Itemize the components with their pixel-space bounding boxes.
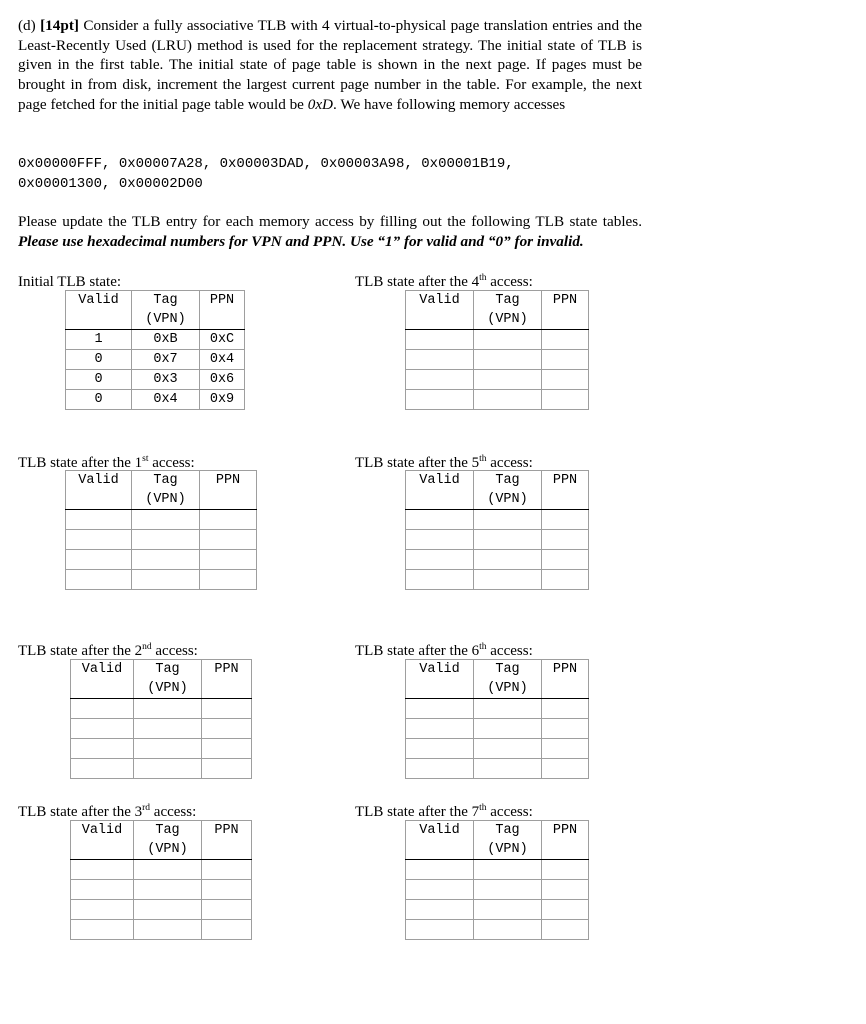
ppn-header: PPN xyxy=(542,660,589,699)
valid-input-cell[interactable] xyxy=(71,699,134,719)
tlb-state-3-table xyxy=(70,820,252,940)
table-row xyxy=(406,530,589,550)
table-row xyxy=(406,370,589,390)
tag-input-cell[interactable] xyxy=(474,699,542,719)
ppn-input-cell[interactable] xyxy=(202,719,252,739)
ppn-input-cell[interactable] xyxy=(202,759,252,779)
tag-header: Tag (VPN) xyxy=(132,471,200,510)
table-row xyxy=(71,759,252,779)
tlb-state-4-table xyxy=(405,290,589,410)
ppn-input-cell[interactable] xyxy=(542,370,589,390)
question-label: (d) xyxy=(18,17,36,34)
ppn-cell: 0x4 xyxy=(200,350,245,370)
tag-header: Tag (VPN) xyxy=(132,291,200,330)
table-row xyxy=(66,330,245,350)
tag-input-cell[interactable] xyxy=(132,510,200,530)
tag-input-cell[interactable] xyxy=(132,550,200,570)
valid-header: Valid xyxy=(406,471,474,510)
table-row xyxy=(406,719,589,739)
table-row xyxy=(406,920,589,940)
ppn-input-cell[interactable] xyxy=(542,570,589,590)
table-row xyxy=(406,510,589,530)
ppn-header: PPN xyxy=(200,291,245,330)
table-header-row xyxy=(66,291,245,330)
tag-input-cell[interactable] xyxy=(474,570,542,590)
valid-input-cell[interactable] xyxy=(71,739,134,759)
question-text xyxy=(18,16,642,115)
table-row xyxy=(66,570,257,590)
table-row xyxy=(406,350,589,370)
valid-input-cell[interactable] xyxy=(71,880,134,900)
tag-input-cell[interactable] xyxy=(134,719,202,739)
table-row xyxy=(71,699,252,719)
ppn-input-cell[interactable] xyxy=(542,739,589,759)
table-row xyxy=(66,530,257,550)
ppn-input-cell[interactable] xyxy=(202,920,252,940)
ppn-input-cell[interactable] xyxy=(202,699,252,719)
ppn-cell: 0xC xyxy=(200,330,245,350)
table-row xyxy=(71,739,252,759)
valid-input-cell[interactable] xyxy=(71,860,134,880)
valid-input-cell[interactable] xyxy=(406,570,474,590)
ppn-header: PPN xyxy=(542,821,589,860)
table-row xyxy=(406,390,589,410)
access-list-line-2: 0x00001300, 0x00002D00 xyxy=(18,176,203,192)
table-row xyxy=(406,880,589,900)
tag-cell: 0x3 xyxy=(132,370,200,390)
table-header-row xyxy=(71,821,252,860)
tag-input-cell[interactable] xyxy=(132,530,200,550)
valid-input-cell[interactable] xyxy=(66,510,132,530)
tag-input-cell[interactable] xyxy=(474,330,542,350)
tag-input-cell[interactable] xyxy=(474,739,542,759)
ppn-cell: 0x9 xyxy=(200,390,245,410)
tag-cell: 0xB xyxy=(132,330,200,350)
question-body-end: . We have following memory accesses xyxy=(333,95,566,113)
tag-input-cell[interactable] xyxy=(134,759,202,779)
table-row xyxy=(406,739,589,759)
valid-input-cell[interactable] xyxy=(71,900,134,920)
ppn-input-cell[interactable] xyxy=(542,350,589,370)
ppn-input-cell[interactable] xyxy=(542,530,589,550)
valid-input-cell[interactable] xyxy=(406,900,474,920)
valid-input-cell[interactable] xyxy=(406,530,474,550)
instructions xyxy=(18,212,642,251)
table-row xyxy=(406,570,589,590)
example-page: 0xD xyxy=(307,95,334,113)
valid-input-cell[interactable] xyxy=(406,390,474,410)
ppn-input-cell[interactable] xyxy=(202,880,252,900)
tag-input-cell[interactable] xyxy=(474,759,542,779)
table-row xyxy=(71,860,252,880)
table-header-row xyxy=(406,821,589,860)
table-row xyxy=(406,699,589,719)
valid-header: Valid xyxy=(406,821,474,860)
table-row xyxy=(71,880,252,900)
table-row xyxy=(66,390,245,410)
valid-input-cell[interactable] xyxy=(406,699,474,719)
instructions-text: Please update the TLB entry for each memory access by filling out the following TLB state tables. xyxy=(18,213,642,230)
ppn-input-cell[interactable] xyxy=(542,860,589,880)
valid-input-cell[interactable] xyxy=(406,920,474,940)
valid-input-cell[interactable] xyxy=(406,350,474,370)
tag-input-cell[interactable] xyxy=(134,900,202,920)
valid-input-cell[interactable] xyxy=(406,330,474,350)
tag-input-cell[interactable] xyxy=(474,370,542,390)
valid-header: Valid xyxy=(66,471,132,510)
valid-header: Valid xyxy=(406,660,474,699)
ppn-header: PPN xyxy=(202,660,252,699)
tag-header: Tag (VPN) xyxy=(474,660,542,699)
tag-header: Tag (VPN) xyxy=(134,660,202,699)
ppn-header: PPN xyxy=(202,821,252,860)
tag-header: Tag (VPN) xyxy=(134,821,202,860)
table-row xyxy=(66,550,257,570)
valid-input-cell[interactable] xyxy=(71,759,134,779)
table-row xyxy=(66,510,257,530)
tag-input-cell[interactable] xyxy=(134,739,202,759)
tag-input-cell[interactable] xyxy=(474,510,542,530)
tlb-state-5-caption: TLB state after the 5th access: xyxy=(355,454,533,471)
ppn-header: PPN xyxy=(542,471,589,510)
tag-input-cell[interactable] xyxy=(132,570,200,590)
ppn-input-cell[interactable] xyxy=(200,530,257,550)
table-header-row xyxy=(406,471,589,510)
table-row xyxy=(71,719,252,739)
table-row xyxy=(406,550,589,570)
table-row xyxy=(406,860,589,880)
tag-input-cell[interactable] xyxy=(474,860,542,880)
tlb-state-6-table xyxy=(405,659,589,779)
tag-input-cell[interactable] xyxy=(474,900,542,920)
valid-cell: 0 xyxy=(66,390,132,410)
tlb-state-4-caption: TLB state after the 4th access: xyxy=(355,273,533,290)
valid-header: Valid xyxy=(71,821,134,860)
tag-input-cell[interactable] xyxy=(474,350,542,370)
valid-input-cell[interactable] xyxy=(66,570,132,590)
ppn-input-cell[interactable] xyxy=(200,550,257,570)
tag-input-cell[interactable] xyxy=(134,880,202,900)
tag-header: Tag (VPN) xyxy=(474,291,542,330)
ppn-input-cell[interactable] xyxy=(542,330,589,350)
question-points: [14pt] xyxy=(40,17,79,34)
table-row xyxy=(66,370,245,390)
tag-input-cell[interactable] xyxy=(474,530,542,550)
tlb-state-7-caption: TLB state after the 7th access: xyxy=(355,803,533,820)
tlb-state-6-caption: TLB state after the 6th access: xyxy=(355,642,533,659)
ppn-input-cell[interactable] xyxy=(202,860,252,880)
initial-tlb-caption: Initial TLB state: xyxy=(18,274,122,290)
valid-input-cell[interactable] xyxy=(406,719,474,739)
tag-header: Tag (VPN) xyxy=(474,471,542,510)
table-row xyxy=(71,920,252,940)
valid-cell: 1 xyxy=(66,330,132,350)
valid-header: Valid xyxy=(406,291,474,330)
tlb-state-1-caption: TLB state after the 1st access: xyxy=(18,454,195,471)
ppn-input-cell[interactable] xyxy=(542,390,589,410)
table-row xyxy=(71,900,252,920)
question-body: Consider a fully associative TLB with 4 virtual-to-physical page translation entries and the Least-Recently Used (LRU) method is used for the replacement strategy. The initial state of TLB is given in the first table. The initial state of page table is shown in the next page. If pages must be brought in from disk, increment the largest current page number in the table. For example, the next page fetched for the initial page table would be xyxy=(18,17,642,113)
ppn-input-cell[interactable] xyxy=(202,739,252,759)
ppn-input-cell[interactable] xyxy=(542,699,589,719)
tag-input-cell[interactable] xyxy=(474,880,542,900)
tag-input-cell[interactable] xyxy=(474,719,542,739)
table-header-row xyxy=(406,660,589,699)
ppn-header: PPN xyxy=(200,471,257,510)
ppn-input-cell[interactable] xyxy=(542,550,589,570)
table-row xyxy=(406,759,589,779)
tag-input-cell[interactable] xyxy=(134,920,202,940)
ppn-header: PPN xyxy=(542,291,589,330)
tlb-state-2-table xyxy=(70,659,252,779)
ppn-input-cell[interactable] xyxy=(200,510,257,530)
valid-input-cell[interactable] xyxy=(66,550,132,570)
tag-input-cell[interactable] xyxy=(474,920,542,940)
tag-cell: 0x4 xyxy=(132,390,200,410)
table-header-row xyxy=(66,471,257,510)
valid-input-cell[interactable] xyxy=(406,860,474,880)
valid-cell: 0 xyxy=(66,370,132,390)
tag-input-cell[interactable] xyxy=(134,860,202,880)
ppn-input-cell[interactable] xyxy=(542,900,589,920)
valid-cell: 0 xyxy=(66,350,132,370)
valid-header: Valid xyxy=(71,660,134,699)
valid-header: Valid xyxy=(66,291,132,330)
tlb-state-7-table xyxy=(405,820,589,940)
valid-input-cell[interactable] xyxy=(406,739,474,759)
valid-input-cell[interactable] xyxy=(71,719,134,739)
valid-input-cell[interactable] xyxy=(406,880,474,900)
ppn-input-cell[interactable] xyxy=(542,759,589,779)
ppn-input-cell[interactable] xyxy=(542,719,589,739)
valid-input-cell[interactable] xyxy=(406,759,474,779)
tlb-state-3-caption: TLB state after the 3rd access: xyxy=(18,803,197,820)
valid-input-cell[interactable] xyxy=(66,530,132,550)
table-row xyxy=(406,330,589,350)
table-row xyxy=(406,900,589,920)
valid-input-cell[interactable] xyxy=(406,550,474,570)
tlb-state-5-table xyxy=(405,470,589,590)
tag-input-cell[interactable] xyxy=(474,390,542,410)
tag-input-cell[interactable] xyxy=(474,550,542,570)
tag-cell: 0x7 xyxy=(132,350,200,370)
ppn-input-cell[interactable] xyxy=(200,570,257,590)
valid-input-cell[interactable] xyxy=(406,510,474,530)
ppn-input-cell[interactable] xyxy=(542,920,589,940)
ppn-input-cell[interactable] xyxy=(542,510,589,530)
access-list-line-1: 0x00000FFF, 0x00007A28, 0x00003DAD, 0x00003A98, 0x00001B19, xyxy=(18,156,514,172)
table-row xyxy=(66,350,245,370)
ppn-input-cell[interactable] xyxy=(542,880,589,900)
tag-header: Tag (VPN) xyxy=(474,821,542,860)
tlb-state-2-caption: TLB state after the 2nd access: xyxy=(18,642,198,659)
valid-input-cell[interactable] xyxy=(406,370,474,390)
tlb-state-1-table xyxy=(65,470,257,590)
initial-tlb-table xyxy=(65,290,245,410)
ppn-input-cell[interactable] xyxy=(202,900,252,920)
valid-input-cell[interactable] xyxy=(71,920,134,940)
ppn-cell: 0x6 xyxy=(200,370,245,390)
instructions-emphasis: Please use hexadecimal numbers for VPN and PPN. Use “1” for valid and “0” for invalid. xyxy=(18,232,584,250)
tag-input-cell[interactable] xyxy=(134,699,202,719)
table-header-row xyxy=(406,291,589,330)
table-header-row xyxy=(71,660,252,699)
